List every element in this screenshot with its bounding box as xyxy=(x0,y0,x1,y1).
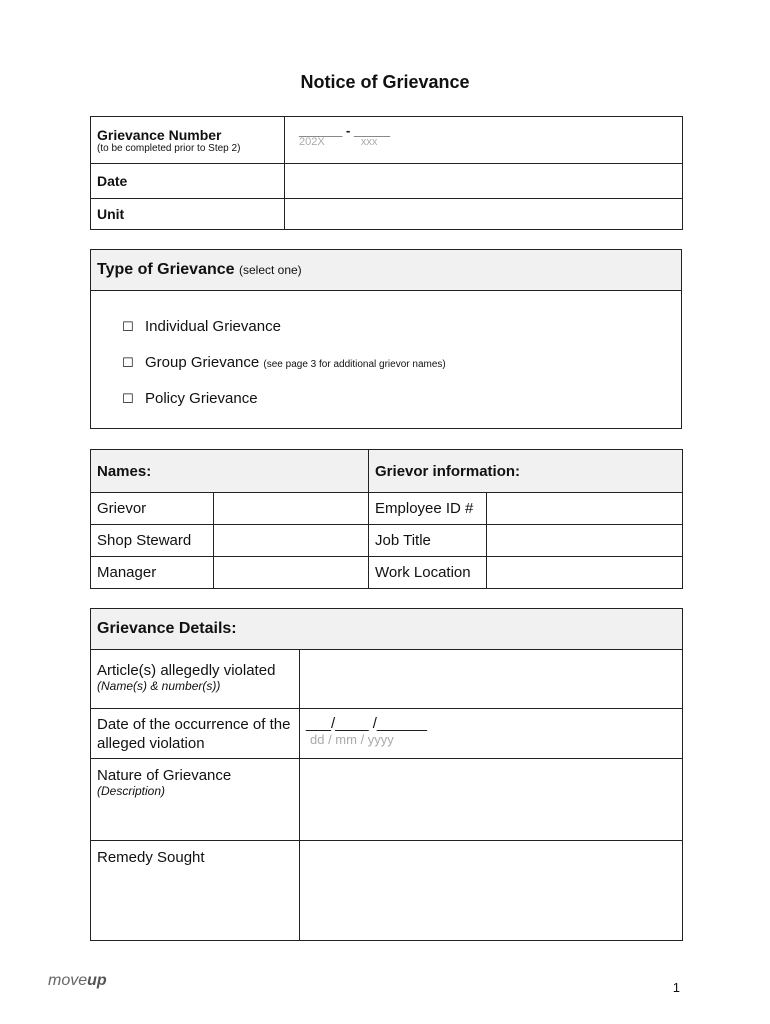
option-policy-grievance[interactable] xyxy=(91,381,681,417)
page-number: 1 xyxy=(672,980,680,995)
nature-note: (Description) xyxy=(97,784,166,798)
work-location-label: Work Location xyxy=(369,557,487,589)
type-of-grievance-note: (select one) xyxy=(238,263,302,277)
articles-note: (Name(s) & number(s)) xyxy=(97,679,221,693)
grievance-number-note: (to be completed prior to Step 2) xyxy=(97,142,241,154)
option-group-grievance[interactable] xyxy=(91,345,681,381)
occurrence-label: Date of the occurrence of the alleged violation xyxy=(91,709,300,759)
grievor-info-heading: Grievor information: xyxy=(369,450,683,493)
grievance-details-heading: Grievance Details: xyxy=(91,609,683,650)
option-label: Individual Grievance xyxy=(145,318,281,335)
work-location-field[interactable] xyxy=(487,557,683,589)
option-label: Policy Grievance xyxy=(145,390,258,407)
type-of-grievance-heading: Type of Grievance xyxy=(97,261,235,278)
checkbox-icon[interactable]: ☐ xyxy=(122,391,134,406)
job-title-field[interactable] xyxy=(487,525,683,557)
checkbox-icon[interactable]: ☐ xyxy=(122,355,134,370)
occurrence-field[interactable] xyxy=(300,709,683,759)
employee-id-field[interactable] xyxy=(487,493,683,525)
unit-field[interactable] xyxy=(285,199,683,230)
grievance-header-table xyxy=(90,116,683,230)
grievance-number-hint-seq: xxx xyxy=(360,136,378,148)
grievance-type-options xyxy=(91,291,682,429)
names-table xyxy=(90,449,683,589)
manager-label: Manager xyxy=(91,557,214,589)
manager-field[interactable] xyxy=(214,557,369,589)
employee-id-label: Employee ID # xyxy=(369,493,487,525)
names-heading: Names: xyxy=(91,450,369,493)
grievance-number-field[interactable] xyxy=(285,117,683,164)
checkbox-icon[interactable]: ☐ xyxy=(122,319,134,334)
grievor-label: Grievor xyxy=(91,493,214,525)
date-field[interactable] xyxy=(285,164,683,199)
articles-cell xyxy=(91,650,300,709)
type-of-grievance-header xyxy=(91,250,682,291)
job-title-label: Job Title xyxy=(369,525,487,557)
nature-label: Nature of Grievance xyxy=(97,767,232,784)
grievance-number-hint xyxy=(299,136,676,148)
page-title: Notice of Grievance xyxy=(300,72,470,92)
option-note: (see page 3 for additional grievor names) xyxy=(263,359,446,370)
nature-field[interactable] xyxy=(300,759,683,841)
grievance-number-blank: ______ - _____ xyxy=(299,123,391,138)
moveup-logo: moveup xyxy=(48,972,107,989)
articles-field[interactable] xyxy=(300,650,683,709)
date-label: Date xyxy=(91,164,285,199)
grievance-number-hint-year: 202X xyxy=(299,136,325,148)
grievance-number-cell xyxy=(91,117,285,164)
unit-label: Unit xyxy=(91,199,285,230)
nature-cell xyxy=(91,759,300,841)
option-label: Group Grievance xyxy=(145,354,260,371)
grievance-number-label: Grievance Number xyxy=(97,126,222,143)
occurrence-blank: ___/____ /______ xyxy=(306,715,427,732)
remedy-field[interactable] xyxy=(300,841,683,941)
grievance-details-table xyxy=(90,608,683,941)
grievor-field[interactable] xyxy=(214,493,369,525)
articles-label: Article(s) allegedly violated xyxy=(97,662,276,679)
remedy-label: Remedy Sought xyxy=(91,841,300,941)
shop-steward-field[interactable] xyxy=(214,525,369,557)
option-individual-grievance[interactable] xyxy=(91,309,681,345)
shop-steward-label: Shop Steward xyxy=(91,525,214,557)
type-of-grievance-table xyxy=(90,249,682,429)
occurrence-hint: dd / mm / yyyy xyxy=(310,732,394,747)
